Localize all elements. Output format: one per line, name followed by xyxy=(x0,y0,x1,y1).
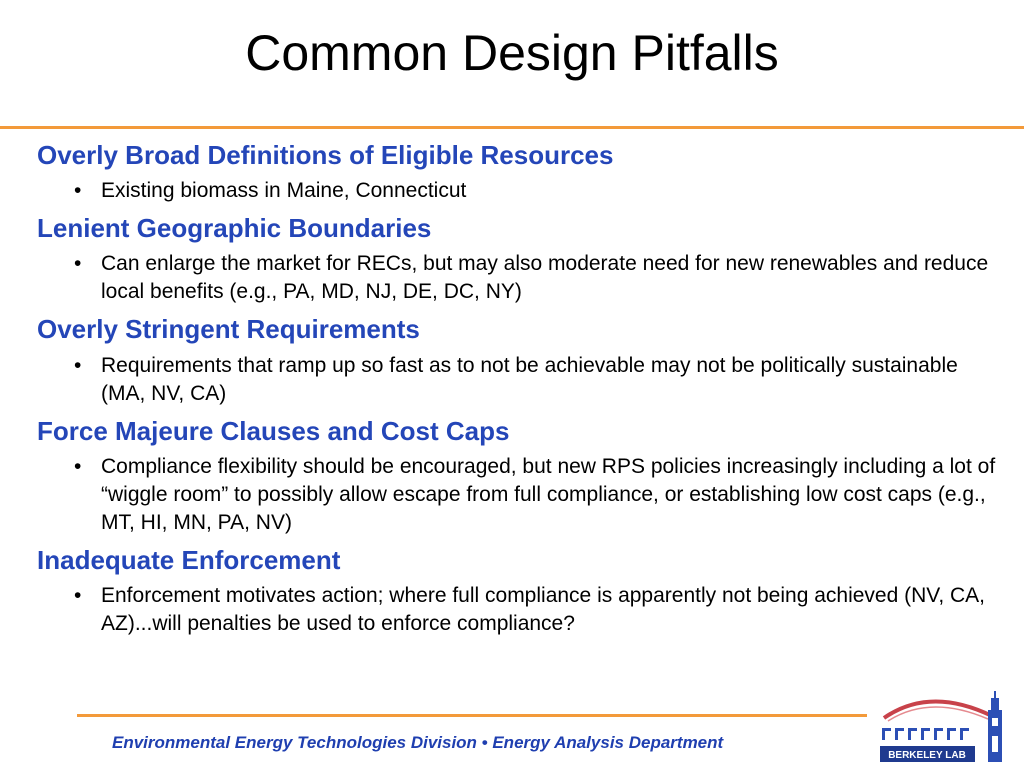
logo-wordmark: BERKELEY LAB xyxy=(888,750,966,761)
bullet-text: Requirements that ramp up so fast as to not be achievable may not be politically sustainable (MA, NV, CA) xyxy=(101,353,958,405)
bullet-item xyxy=(37,250,997,306)
bullet-glyph: • xyxy=(74,179,82,203)
bullet-list xyxy=(37,582,997,638)
title-divider xyxy=(0,126,1024,129)
bullet-item xyxy=(37,352,997,408)
berkeley-lab-logo xyxy=(870,688,1020,766)
section-stringent-requirements xyxy=(37,314,997,407)
bullet-glyph: • xyxy=(74,252,82,276)
section-enforcement xyxy=(37,545,997,638)
bullet-list xyxy=(37,453,997,537)
bullet-text: Existing biomass in Maine, Connecticut xyxy=(101,179,467,203)
footer-divider xyxy=(77,714,867,717)
section-heading: Overly Stringent Requirements xyxy=(37,314,420,345)
bullet-text: Enforcement motivates action; where full compliance is apparently not being achieved (NV, CA, AZ)...will penalties be used to enforce compliance? xyxy=(101,583,986,635)
bullet-list xyxy=(37,250,997,306)
slide-title: Common Design Pitfalls xyxy=(245,25,779,81)
section-geographic-boundaries xyxy=(37,213,997,306)
section-heading: Lenient Geographic Boundaries xyxy=(37,213,432,244)
bullet-item xyxy=(37,582,997,638)
slide-content xyxy=(37,140,997,646)
section-heading: Inadequate Enforcement xyxy=(37,544,341,575)
bullet-text: Compliance flexibility should be encouraged, but new RPS policies increasingly including a lot of “wiggle room” to possibly allow escape from full compliance, or establishing low cost caps (e.g., MT, HI, MN, PA, NV) xyxy=(101,454,996,534)
bullet-item xyxy=(37,453,997,537)
bullet-item xyxy=(37,177,997,205)
bullet-glyph: • xyxy=(74,353,82,377)
section-eligible-resources xyxy=(37,140,997,205)
footer-text: Environmental Energy Technologies Division • Energy Analysis Department xyxy=(112,733,724,752)
bullet-list xyxy=(37,177,997,205)
bullet-list xyxy=(37,352,997,408)
bullet-glyph: • xyxy=(74,454,82,478)
section-heading: Overly Broad Definitions of Eligible Resources xyxy=(37,140,614,170)
section-force-majeure xyxy=(37,416,997,537)
bullet-glyph: • xyxy=(74,583,82,607)
bullet-text: Can enlarge the market for RECs, but may also moderate need for new renewables and reduce local benefits (e.g., PA, MD, NJ, DE, DC, NY) xyxy=(101,252,989,304)
section-heading: Force Majeure Clauses and Cost Caps xyxy=(37,415,510,446)
